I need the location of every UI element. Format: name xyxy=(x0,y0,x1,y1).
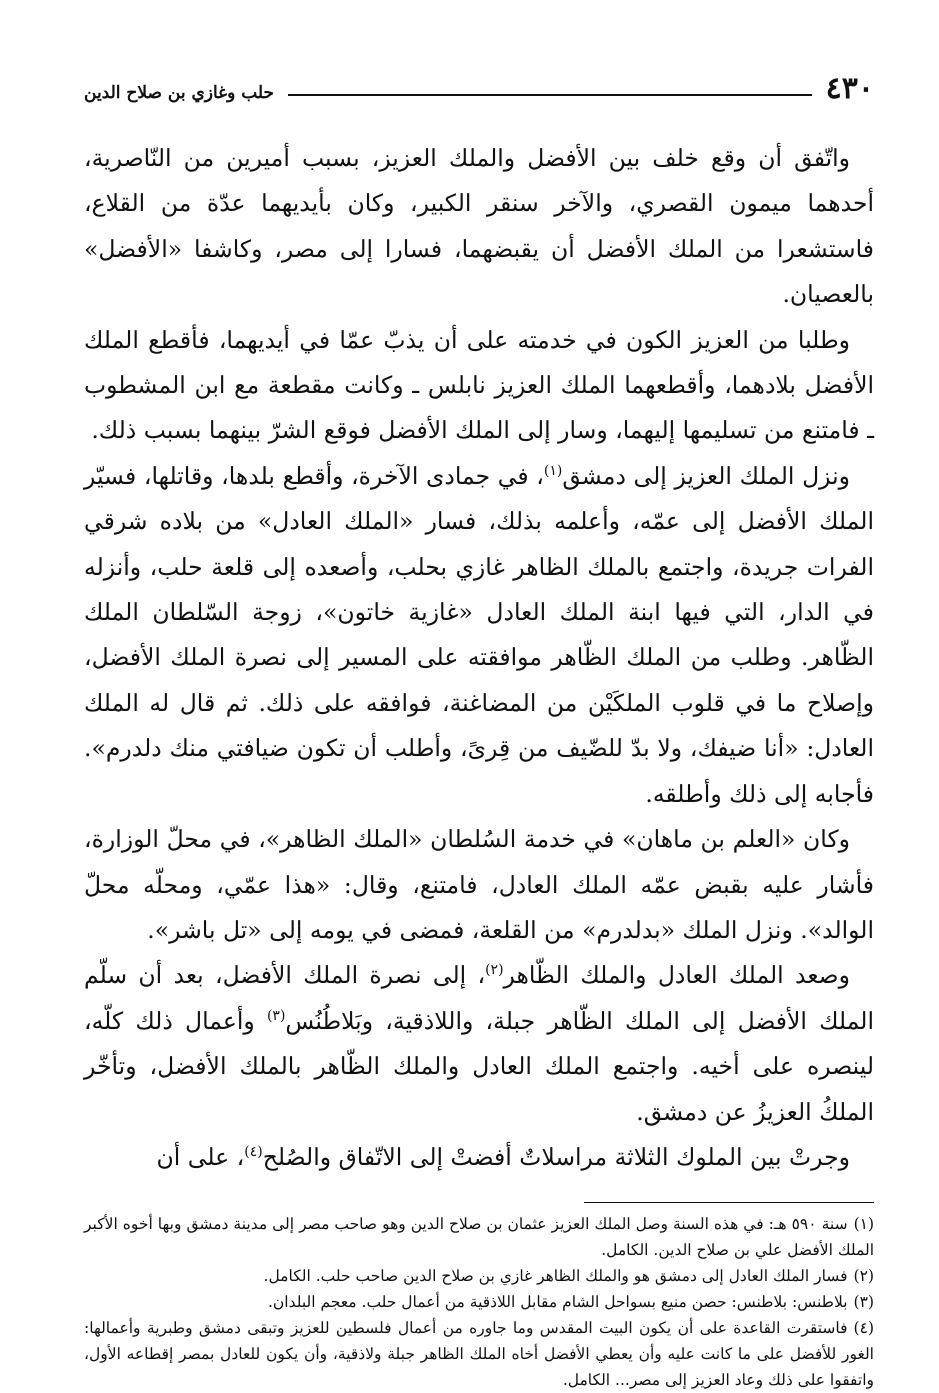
main-text xyxy=(84,136,874,1180)
paragraph xyxy=(84,1135,874,1180)
footnote xyxy=(84,1263,874,1289)
footnote-ref[interactable]: (٢) xyxy=(485,962,504,979)
paragraph-text: وأعمال ذلك كلّه، لينصره على أخيه. واجتمع الملك العادل والملك الظّاهر بالملك الأفضل، وتأخّر الملكُ العزيزُ عن دمشق. xyxy=(84,1006,874,1126)
footnote-ref[interactable]: (٤) xyxy=(244,1144,263,1161)
paragraph-text: ، في جمادى الآخرة، وأقطع بلدها، وقاتلها، فسيّر الملك الأفضل إلى عمّه، وأعلمه بذلك، فسار «الملك العادل» من بلاده شرقي الفرات جريدة، واجتمع بالملك الظاهر غازي بحلب، وأصعده إلى قلعة حلب، وأنزله في الدار، التي فيها ابنة الملك العادل «غازية خاتون»، زوجة السّلطان الملك الظّاهر. وطلب من الملك الظّاهر موافقته على المسير إلى نصرة الملك الأفضل، وإصلاح ما في قلوب الملكَيْن من المضاغنة، فوافقه على ذلك. ثم قال له الملك العادل: «أنا ضيفك، ولا بدّ للضّيف من قِرىً، وأطلب أن تكون ضيافتي منك دلدرم». فأجابه إلى ذلك وأطلقه. xyxy=(84,461,874,808)
footnote-text: سنة ٥٩٠ هـ: في هذه السنة وصل الملك العزيز عثمان بن صلاح الدين وهو صاحب مصر إلى مدينة دمشق وبها أخوه الأكبر الملك الأفضل علي بن صلاح الدين. الكامل. xyxy=(84,1215,874,1260)
paragraph-text: ، على أن xyxy=(156,1142,245,1171)
paragraph xyxy=(84,318,874,454)
paragraph-text: وجرتْ بين الملوك الثلاثة مراسلاتٌ أفضتْ إلى الاتّفاق والصُلح xyxy=(262,1142,850,1171)
footnote-number: (١) xyxy=(853,1215,875,1234)
footnote xyxy=(84,1211,874,1263)
page-number: ٤٣٠ xyxy=(825,71,874,106)
paragraph xyxy=(84,953,874,1135)
book-page xyxy=(84,66,875,1390)
footnote-number: (٢) xyxy=(853,1267,874,1286)
paragraph xyxy=(84,136,874,318)
paragraph-text: ونزل الملك العزيز إلى دمشق xyxy=(562,461,851,490)
footnotes xyxy=(84,1211,874,1393)
header-rule xyxy=(288,94,812,96)
paragraph-text: وصعد الملك العادل والملك الظّاهر xyxy=(503,961,850,990)
paragraph-text: ، إلى نصرة الملك الأفضل، بعد أن سلّم الملك الأفضل إلى الملك الظّاهر جبلة، واللاذقية، وبَلاطُنُس xyxy=(84,961,874,1035)
footnote-number: (٣) xyxy=(853,1293,874,1312)
paragraph-text: وطلبا من العزيز الكون في خدمته على أن يذبّ عمّا في أيديهما، فأقطع الملك الأفضل بلادهما، وأقطعهما الملك العزيز نابلس ـ وكانت مقطعة مع ابن المشطوب ـ فامتنع من تسليمها إليهما، وسار إلى الملك الأفضل فوقع الشرّ بينهما بسبب ذلك. xyxy=(84,325,874,445)
footnote-text: فسار الملك العادل إلى دمشق هو والملك الظاهر غازي بن صلاح الدين صاحب حلب. الكامل. xyxy=(263,1267,848,1286)
paragraph xyxy=(84,454,874,817)
footnote-text: فاستقرت القاعدة على أن يكون البيت المقدس وما جاوره من أعمال فلسطين للعزيز وتبقى دمشق وطبرية وأعمالها: الغور للأفضل على ما كانت عليه وأن يعطي الأفضل أخاه الملك الظاهر جبلة ولاذقية، وأن يكون للعادل بمصر إقطاعه الأول، واتفقوا على ذلك وعاد العزيز إلى مصر... الكامل. xyxy=(84,1319,874,1390)
footnote-rule xyxy=(584,1202,874,1203)
footnote-ref[interactable]: (٣) xyxy=(266,1007,286,1024)
footnote xyxy=(84,1315,874,1393)
paragraph-text: واتّفق أن وقع خلف بين الأفضل والملك العزيز، بسبب أميرين من النّاصرية، أحدهما ميمون القصري، والآخر سنقر الكبير، وكان بأيديهما عدّة من القلاع، فاستشعرا من الملك الأفضل أن يقبضهما، فسارا إلى مصر، وكاشفا «الأفضل» بالعصيان. xyxy=(84,144,874,309)
footnote xyxy=(84,1289,874,1315)
footnote-ref[interactable]: (١) xyxy=(543,463,563,480)
page-header xyxy=(84,66,874,106)
paragraph-text: وكان «العلم بن ماهان» في خدمة السُلطان «الملك الظاهر»، في محلّ الوزارة، فأشار عليه بقبض عمّه الملك العادل، فامتنع، وقال: «هذا عمّي، ومحلّه محلّ الوالد». ونزل الملك «بدلدرم» من القلعة، فمضى في يومه إلى «تل باشر». xyxy=(84,825,874,944)
paragraph xyxy=(84,817,874,953)
footnote-text: بلاطنس: بلاطنس: حصن منيع بسواحل الشام مقابل اللاذقية من أعمال حلب. معجم البلدان. xyxy=(267,1293,848,1312)
footnote-number: (٤) xyxy=(853,1319,874,1338)
running-title: حلب وغازي بن صلاح الدين xyxy=(84,83,275,103)
